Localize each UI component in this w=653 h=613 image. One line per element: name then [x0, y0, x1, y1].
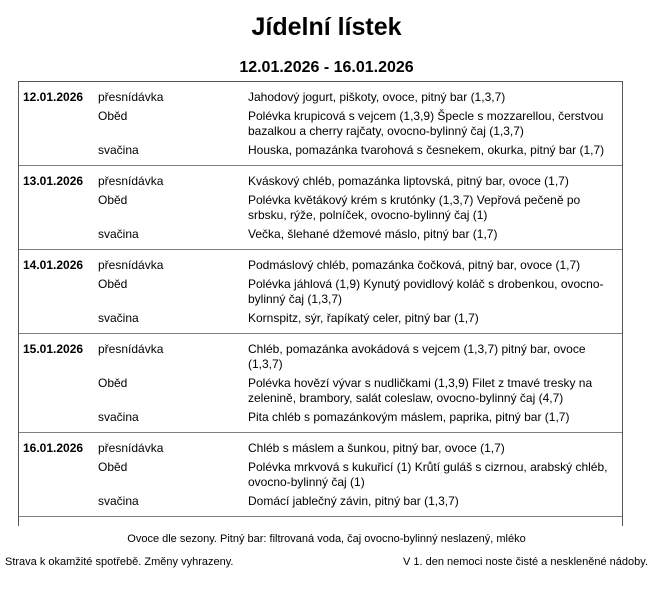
page-title: Jídelní lístek	[251, 13, 402, 41]
day-date: 14.01.2026	[23, 258, 84, 272]
day-row	[19, 165, 622, 249]
meals-list	[98, 342, 619, 429]
day-row	[19, 333, 622, 432]
meal-text: Polévka hovězí vývar s nudličkami (1,3,9) Filet z tmavé tresky na zelenině, brambory, salát coleslaw, ovocno-bylinný čaj (4,7)	[248, 376, 593, 405]
meal-row	[98, 277, 619, 307]
meals-list	[98, 441, 619, 513]
meal-text: Podmáslový chléb, pomazánka čočková, pitný bar, ovoce (1,7)	[248, 258, 581, 272]
meal-text: Večka, šlehané džemové máslo, pitný bar (1,7)	[248, 227, 498, 241]
meal-label: Oběd	[98, 193, 128, 207]
meal-row	[98, 410, 619, 425]
meal-row	[98, 174, 619, 189]
date-range: 12.01.2026 - 16.01.2026	[239, 59, 414, 76]
footer-note-right: V 1. den nemoci noste čisté a neskleněné nádoby.	[402, 556, 648, 568]
meal-label: svačina	[98, 494, 139, 508]
table-bottom-strip	[19, 516, 622, 526]
meal-text: Polévka květákový krém s krutónky (1,3,7) Vepřová pečeně po srbsku, rýže, polníček, ovocno-bylinný čaj (1)	[248, 193, 581, 222]
meals-list	[98, 258, 619, 330]
meal-text: Jahodový jogurt, piškoty, ovoce, pitný bar (1,3,7)	[248, 90, 506, 104]
meal-text: Polévka mrkvová s kukuřicí (1) Krůtí guláš s cizrnou, arabský chléb, ovocno-bylinný čaj (1)	[248, 460, 608, 489]
day-row	[19, 82, 622, 165]
meal-label: Oběd	[98, 109, 128, 123]
meal-label: Oběd	[98, 460, 128, 474]
day-date: 13.01.2026	[23, 174, 84, 188]
meal-row	[98, 460, 619, 490]
meals-list	[98, 90, 619, 162]
meal-label: přesnídávka	[98, 258, 164, 272]
meal-label: svačina	[98, 311, 139, 325]
day-row	[19, 432, 622, 516]
day-row	[19, 249, 622, 333]
meal-label: přesnídávka	[98, 174, 164, 188]
meal-row	[98, 193, 619, 223]
meal-label: svačina	[98, 143, 139, 157]
meal-label: přesnídávka	[98, 342, 164, 356]
meal-row	[98, 109, 619, 139]
meal-row	[98, 227, 619, 242]
meal-row	[98, 311, 619, 326]
day-date: 16.01.2026	[23, 441, 84, 455]
meal-label: Oběd	[98, 277, 128, 291]
footer-bottom	[0, 556, 653, 569]
meal-text: Chléb s máslem a šunkou, pitný bar, ovoce (1,7)	[248, 441, 505, 455]
day-date: 12.01.2026	[23, 90, 84, 104]
meal-text: Polévka jáhlová (1,9) Kynutý povidlový koláč s drobenkou, ovocno-bylinný čaj (1,3,7)	[248, 277, 604, 306]
meal-row	[98, 376, 619, 406]
meal-row	[98, 258, 619, 273]
meal-label: svačina	[98, 227, 139, 241]
meal-row	[98, 143, 619, 158]
footer-note-left: Strava k okamžité spotřebě. Změny vyhrazeny.	[5, 556, 234, 568]
days-container	[19, 82, 622, 516]
meal-text: Kornspitz, sýr, řapíkatý celer, pitný bar (1,7)	[248, 311, 479, 325]
meal-row	[98, 494, 619, 509]
meal-row	[98, 342, 619, 372]
meal-text: Domácí jablečný závin, pitný bar (1,3,7)	[248, 494, 459, 508]
menu-table	[18, 81, 623, 526]
meal-text: Pita chléb s pomazánkovým máslem, paprika, pitný bar (1,7)	[248, 410, 570, 424]
meal-label: Oběd	[98, 376, 128, 390]
meal-label: přesnídávka	[98, 90, 164, 104]
meal-text: Houska, pomazánka tvarohová s česnekem, okurka, pitný bar (1,7)	[248, 143, 605, 157]
meal-text: Polévka krupicová s vejcem (1,3,9) Špecle s mozzarellou, čerstvou bazalkou a cherry rajčaty, ovocno-bylinný čaj (1,3,7)	[248, 109, 604, 138]
meal-text: Chléb, pomazánka avokádová s vejcem (1,3,7) pitný bar, ovoce (1,3,7)	[248, 342, 586, 371]
day-date: 15.01.2026	[23, 342, 84, 356]
meal-label: přesnídávka	[98, 441, 164, 455]
footer-note-center: Ovoce dle sezony. Pitný bar: filtrovaná voda, čaj ovocno-bylinný neslazený, mléko	[127, 533, 526, 545]
meal-row	[98, 90, 619, 105]
meal-label: svačina	[98, 410, 139, 424]
meal-row	[98, 441, 619, 456]
meal-text: Kváskový chléb, pomazánka liptovská, pitný bar, ovoce (1,7)	[248, 174, 569, 188]
meals-list	[98, 174, 619, 246]
